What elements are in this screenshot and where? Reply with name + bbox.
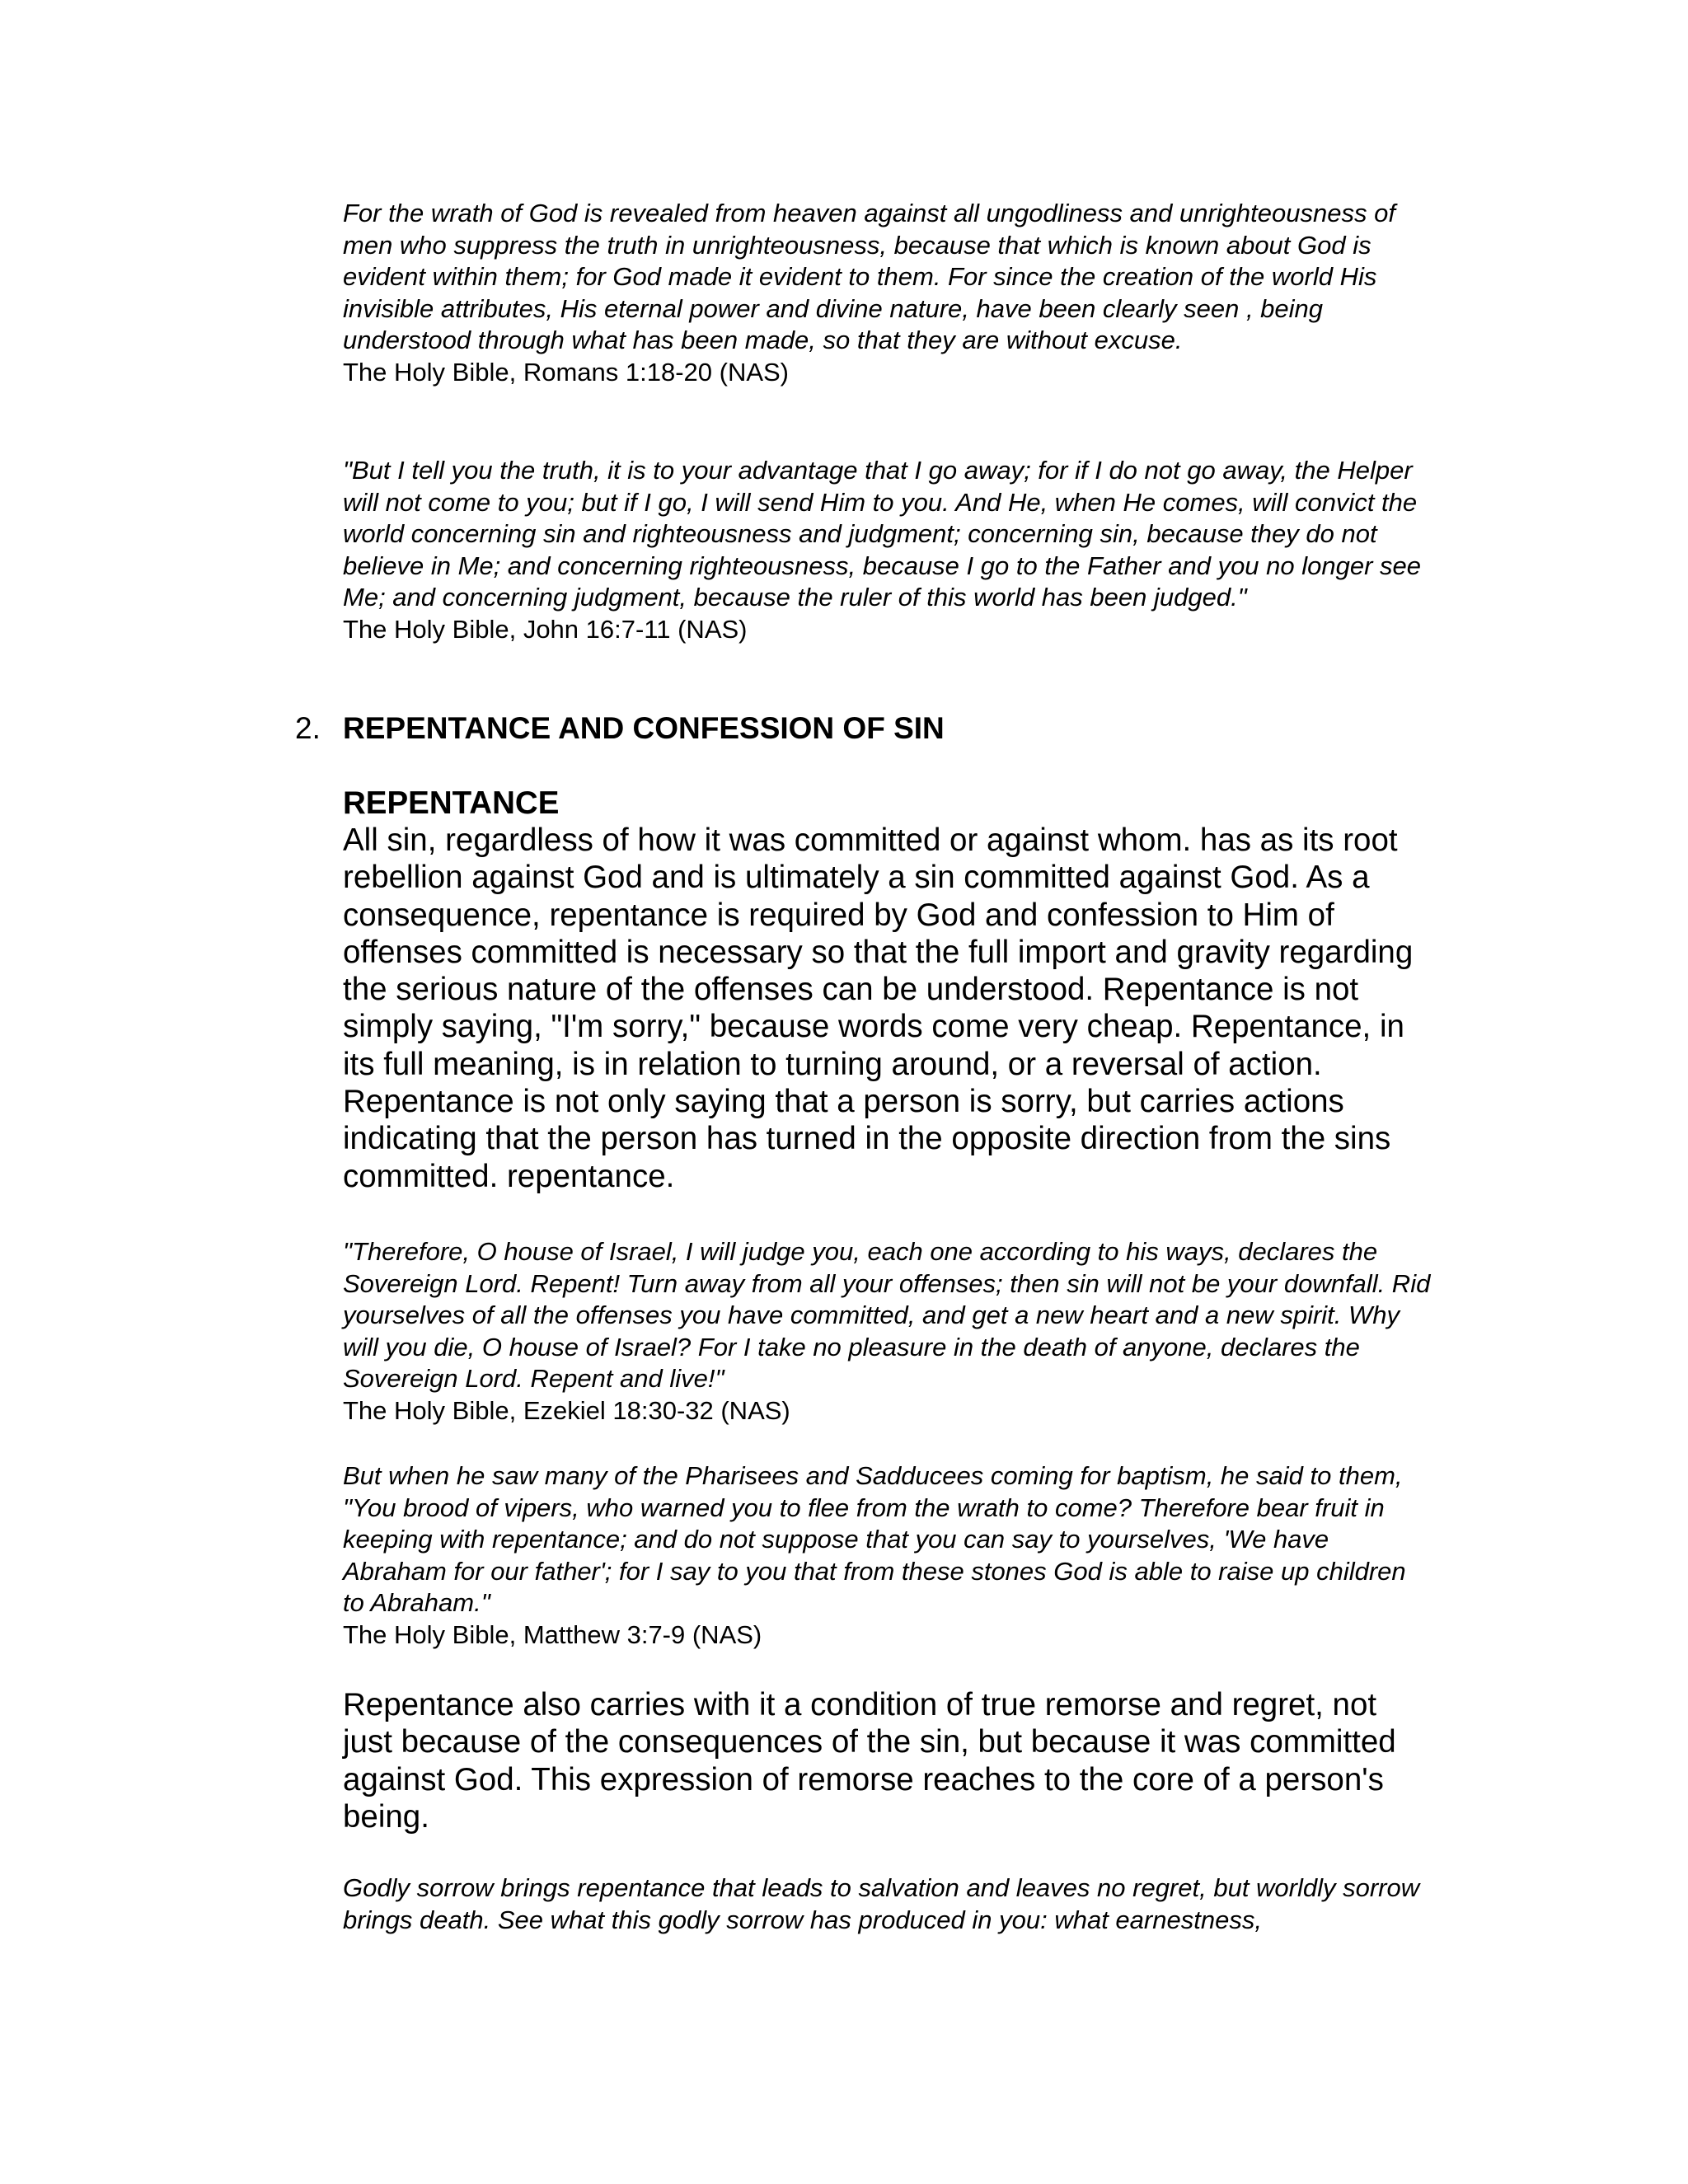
- romans-citation: The Holy Bible, Romans 1:18-20 (NAS): [343, 357, 790, 387]
- ezekiel-quote: "Therefore, O house of Israel, I will judge you, each one according to his ways, declares the Sovereign Lord. Repent! Turn away from all your offenses; then sin will not be your downfall. Rid yourselves of all the offenses you have committed, and get a new heart and a new spirit. Why will you die, O house of Israel? For I take no pleasure in the death of anyone, declares the Sovereign Lord. Repent and live!": [343, 1237, 1431, 1393]
- john-quote: "But I tell you the truth, it is to your advantage that I go away; for if I do not go away, the Helper will not come to you; but if I go, I will send Him to you. And He, when He comes, will convict the world concerning sin and righteousness and judgment; concerning sin, because they do not believe in Me; and concerning righteousness, because I go to the Father and you no longer see Me; and concerning judgment, because the ruler of this world has been judged.": [343, 456, 1422, 612]
- john-passage: [343, 455, 1431, 645]
- subheading-repentance: REPENTANCE: [343, 785, 560, 821]
- ezekiel-passage: [343, 1236, 1431, 1427]
- repentance-paragraph-1: All sin, regardless of how it was committed or against whom. has as its root rebellion against God and is ultimately a sin committed against God. As a consequence, repentance is required by God and confession to Him of offenses committed is necessary so that the full import and gravity regarding the serious nature of the offenses can be understood. Repentance is not simply saying, "I'm sorry," because words come very cheap. Repentance, in its full meaning, is in relation to turning around, or a reversal of action. Repentance is not only saying that a person is sorry, but carries actions indicating that the person has turned in the opposite direction from the sins committed. repentance.: [343, 823, 1414, 1194]
- ezekiel-citation: The Holy Bible, Ezekiel 18:30-32 (NAS): [343, 1395, 790, 1425]
- corinthians-passage: [343, 1872, 1431, 1936]
- romans-passage: [343, 198, 1431, 388]
- godly-sorrow-quote: Godly sorrow brings repentance that leads to salvation and leaves no regret, but worldly sorrow brings death. See what this godly sorrow has produced in you: what earnestness,: [343, 1873, 1420, 1934]
- romans-quote: For the wrath of God is revealed from heaven against all ungodliness and unrighteousness of men who suppress the truth in unrighteousness, because that which is known about God is evident within them; for God made it evident to them. For since the creation of the world His invisible attributes, His eternal power and divine nature, have been clearly seen , being understood through what has been made, so that they are without excuse.: [343, 199, 1395, 354]
- section-heading-block: [343, 710, 1431, 747]
- repentance-section: [343, 785, 1431, 1195]
- matthew-citation: The Holy Bible, Matthew 3:7-9 (NAS): [343, 1619, 762, 1649]
- section-title: REPENTANCE AND CONFESSION OF SIN: [343, 711, 945, 745]
- section-number: 2.: [295, 711, 321, 745]
- remorse-paragraph-block: [343, 1686, 1431, 1835]
- matthew-quote: But when he saw many of the Pharisees and Sadducees coming for baptism, he said to them, "You brood of vipers, who warned you to flee from the wrath to come? Therefore bear fruit in keeping with repentance; and do not suppose that you can say to yourselves, 'We have Abraham for our father'; for I say to you that from these stones God is able to raise up children to Abraham.": [343, 1461, 1406, 1617]
- matthew-passage: [343, 1460, 1431, 1651]
- john-citation: The Holy Bible, John 16:7-11 (NAS): [343, 614, 748, 644]
- repentance-paragraph-2: Repentance also carries with it a condition of true remorse and regret, not just because of the consequences of the sin, but because it was committed against God. This expression of remorse reaches to the core of a person's being.: [343, 1687, 1396, 1835]
